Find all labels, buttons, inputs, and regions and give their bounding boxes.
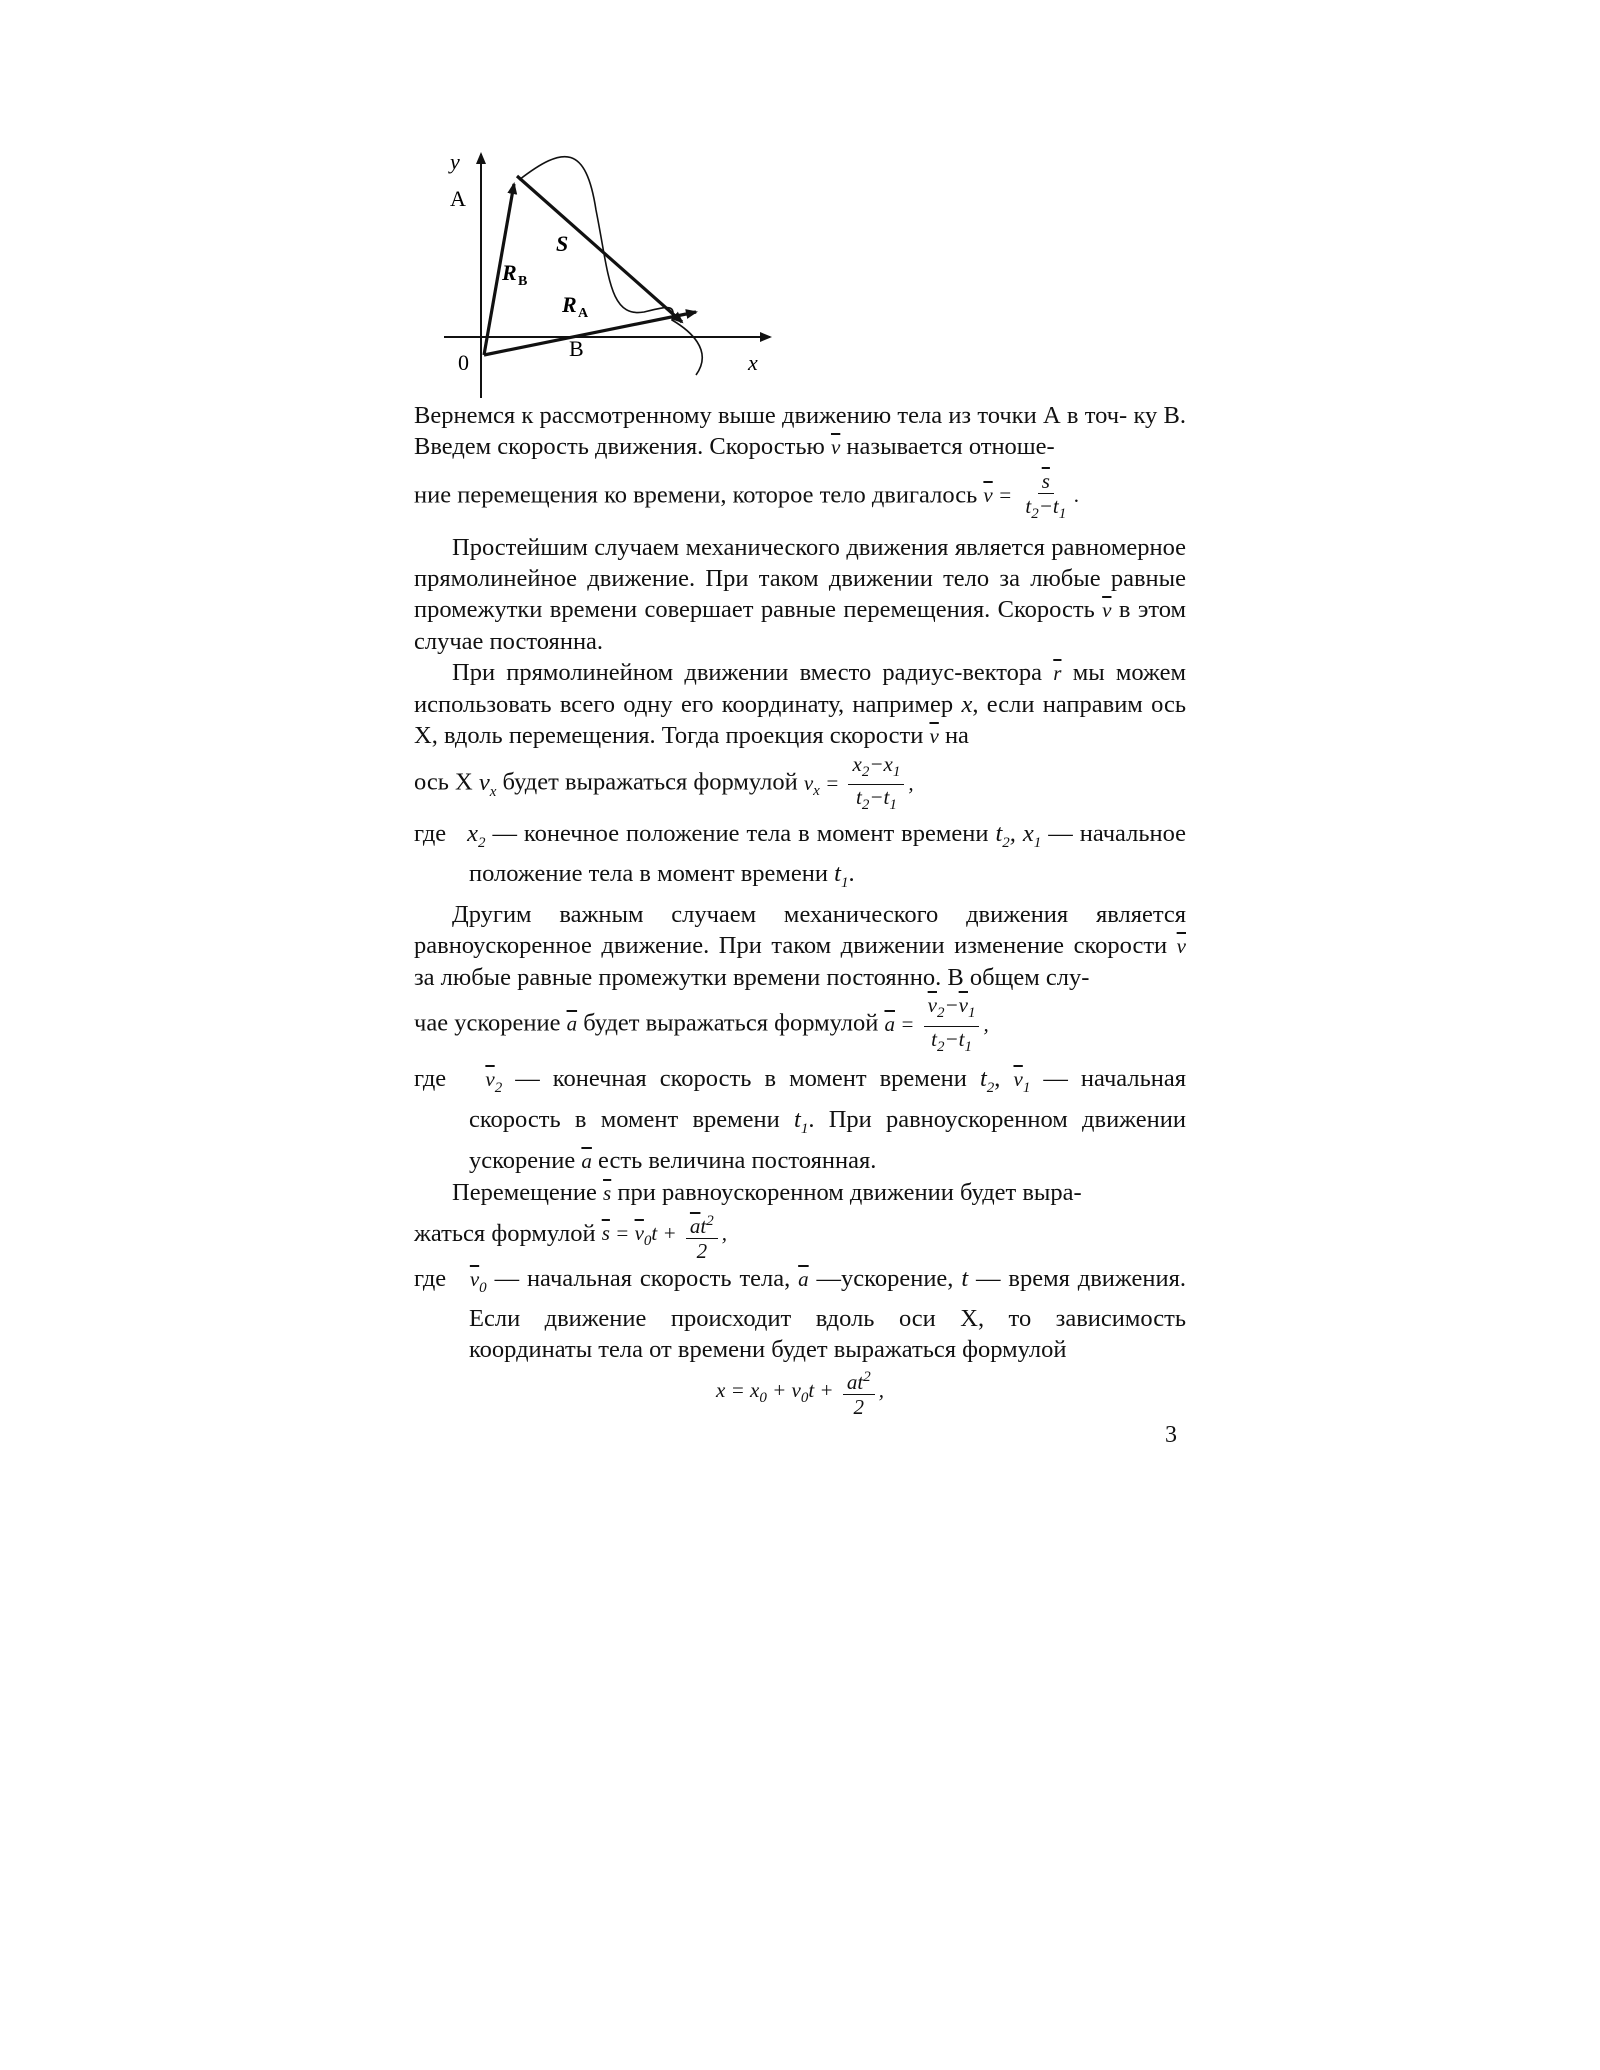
s-label: S (556, 231, 569, 256)
velocity-symbol: $\overline{v}$ (830, 435, 841, 459)
page-content (414, 140, 1186, 1419)
paragraph-straight-motion: При прямолинейном движении вместо радиус-вектора $\overline{r}$ мы можем использовать всего одну его координату, например x, если направим ось X, вдоль перемещения. Тогда проекция скорости $\overline{v}$ на (414, 659, 1187, 750)
radius-vector-a (484, 312, 696, 355)
paragraph-uniform-motion: Простейшим случаем механического движения является равномерное прямолинейное движение. При таком движении тело за любые равные промежутки времени совершает равные перемещения. Скорость $\overline{v}$ в этом случае постоянна. (414, 534, 1187, 656)
paragraph-displacement: Перемещение $\overline{s}$ при равноускоренном движении будет выра- (452, 1178, 1082, 1206)
rb-subscript: B (518, 274, 528, 289)
vx-formula: $v_x$ = $\frac{x_2-x_1}{t_2-t_1}$ , (803, 752, 914, 814)
point-a-label: A (450, 186, 466, 211)
displacement-vector (517, 176, 682, 322)
paragraph-velocity-formula: ние перемещения ко времени, которое тело двигалось $\overline{v}$ = $\frac{\overline{s}}{t_2-t_1}$ . (414, 469, 1080, 523)
x-axis-label: x (748, 350, 758, 375)
paragraph-acceleration-formula: чае ускорение $\overline{a}$ будет выражаться формулой $\overline{a}$ = $\frac{\overline{v}_2-\overline{v}_1}{t_2-t_1}$ , (414, 993, 989, 1055)
rb-label: R (502, 260, 517, 285)
paragraph-displacement-formula: жаться формулой $\overline{s} = \overline{v}_0t$ + $\frac{\overline{a}t^2}{2}$ , (414, 1209, 1186, 1263)
displacement-formula: $\overline{s} = \overline{v}_0t$ + $\frac{\overline{a}t^2}{2}$ , (602, 1221, 727, 1245)
point-b-label: B (569, 336, 584, 361)
y-axis-label: y (450, 149, 460, 174)
paragraph-where-x: где $x_2$ — конечное положение тела в момент времени $t_2$, $x_1$ — начальное положение тела в момент времени $t_1$. (414, 819, 1187, 892)
velocity-formula: $\overline{v}$ = $\frac{\overline{s}}{t_2-t_1}$ . (983, 469, 1080, 523)
paragraph-vx-formula: ось X $v_x$ будет выражаться формулой $v_x$ = $\frac{x_2-x_1}{t_2-t_1}$ , (414, 752, 914, 814)
paragraph-velocity-intro: Вернемся к рассмотренному выше движению тела из точки А в точ- ку В. Введем скорость движения. Скоростью $\overline{v}$ называется отноше- (414, 402, 1186, 460)
acceleration-formula: $\overline{a}$ = $\frac{\overline{v}_2-\overline{v}_1}{t_2-t_1}$ , (884, 993, 989, 1055)
page-number: 3 (1165, 1422, 1177, 1448)
paragraph-where-v0: где $\overline{v}_0$ — начальная скорость тела, $\overline{a}$ —ускорение, t — время движения. Если движение происходит вдоль оси X, то зависимость координаты тела от времени будет выражаться формулой (414, 1264, 1187, 1364)
coordinate-formula: $x = x_0 + v_0t$ + $\frac{at^2}{2}$ , (414, 1365, 1186, 1419)
trajectory-figure (414, 140, 1186, 400)
ra-label: R (562, 292, 577, 317)
paragraph-where-v: где $\overline{v}_2$ — конечная скорость в момент времени $t_2$, $\overline{v}_1$ — начальная скорость в момент времени $t_1$. При равноускоренном движении ускорение $\overline{a}$ есть величина постоянная. (414, 1064, 1187, 1174)
paragraph-accelerated-motion: Другим важным случаем механического движения является равноускоренное движение. При таком движении изменение скорости $\overline{v}$ за любые равные промежутки времени постоянно. В общем слу- (414, 901, 1186, 992)
ra-subscript: A (578, 306, 589, 321)
origin-label: 0 (458, 350, 469, 375)
trajectory-diagram (414, 140, 1186, 400)
